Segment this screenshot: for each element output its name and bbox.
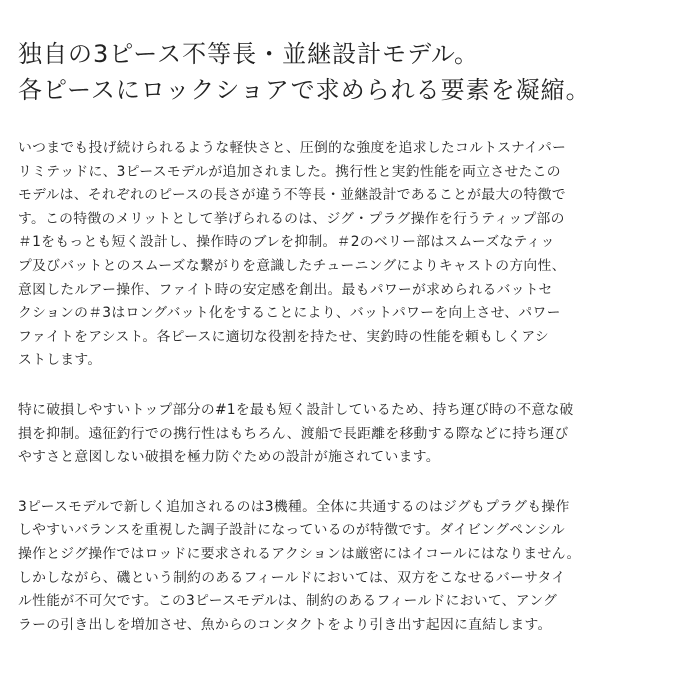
text-line: やすさと意図しない破損を極力防ぐための設計が施されています。 [18, 449, 440, 466]
paragraph-new-models [18, 496, 662, 638]
text-line: 損を抑制。遠征釣行での携行性はもちろん、渡船で長距離を移動する際などに持ち運び [18, 425, 569, 442]
body-text [18, 137, 662, 637]
text-line: ＃1をもっとも短く設計し、操作時のブレを抑制。＃2のベリー部はスムーズなティッ [18, 234, 555, 251]
text-line: ラーの引き出しを増加させ、魚からのコンタクトをより引き出す起因に直結します。 [18, 616, 552, 633]
page-heading [18, 36, 662, 108]
document-page [18, 36, 662, 663]
text-line: 3ピースモデルで新しく追加されるのは3機種。全体に共通するのはジグもプラグも操作 [18, 498, 570, 515]
text-line: ストします。 [18, 352, 102, 369]
text-line: 意図したルアー操作、ファイト時の安定感を創出。最もパワーが求められるバットセ [18, 281, 553, 298]
text-line: モデルは、それぞれのピースの長さが違う不等長・並継設計であることが最大の特徴で [18, 187, 566, 204]
text-line: 操作とジグ操作ではロッドに要求されるアクションは厳密にはイコールにはなりません。 [18, 545, 581, 562]
heading-line: 独自の3ピース不等長・並継設計モデル。 [18, 40, 479, 68]
text-line: しやすいバランスを重視した調子設計になっているのが特徴です。ダイビングペンシル [18, 522, 566, 539]
paragraph-breakage-prevention [18, 399, 662, 470]
text-line: す。この特徴のメリットとして挙げられるのは、ジグ・プラグ操作を行うティップ部の [18, 210, 565, 227]
text-line: 特に破損しやすいトップ部分の#1を最も短く設計しているため、持ち運び時の不意な破 [18, 401, 574, 418]
text-line: ファイトをアシスト。各ピースに適切な役割を持たせ、実釣時の性能を頼もしくアシ [18, 328, 549, 345]
text-line: リミテッドに、3ピースモデルが追加されました。携行性と実釣性能を両立させたこの [18, 163, 561, 180]
text-line: ル性能が不可欠です。この3ピースモデルは、制約のあるフィールドにおいて、アング [18, 593, 558, 610]
paragraph-three-piece-design [18, 137, 662, 373]
text-line: しかしながら、磯という制約のあるフィールドにおいては、双方をこなせるバーサタイ [18, 569, 566, 586]
text-line: クションの＃3はロングバット化をすることにより、バットパワーを向上させ、パワー [18, 305, 561, 322]
heading-line: 各ピースにロックショアで求められる要素を凝縮。 [18, 76, 591, 104]
text-line: いつまでも投げ続けられるような軽快さと、圧倒的な強度を追求したコルトスナイパー [18, 140, 567, 156]
text-line: プ及びバットとのスムーズな繋がりを意識したチューニングによりキャストの方向性、 [18, 257, 566, 274]
